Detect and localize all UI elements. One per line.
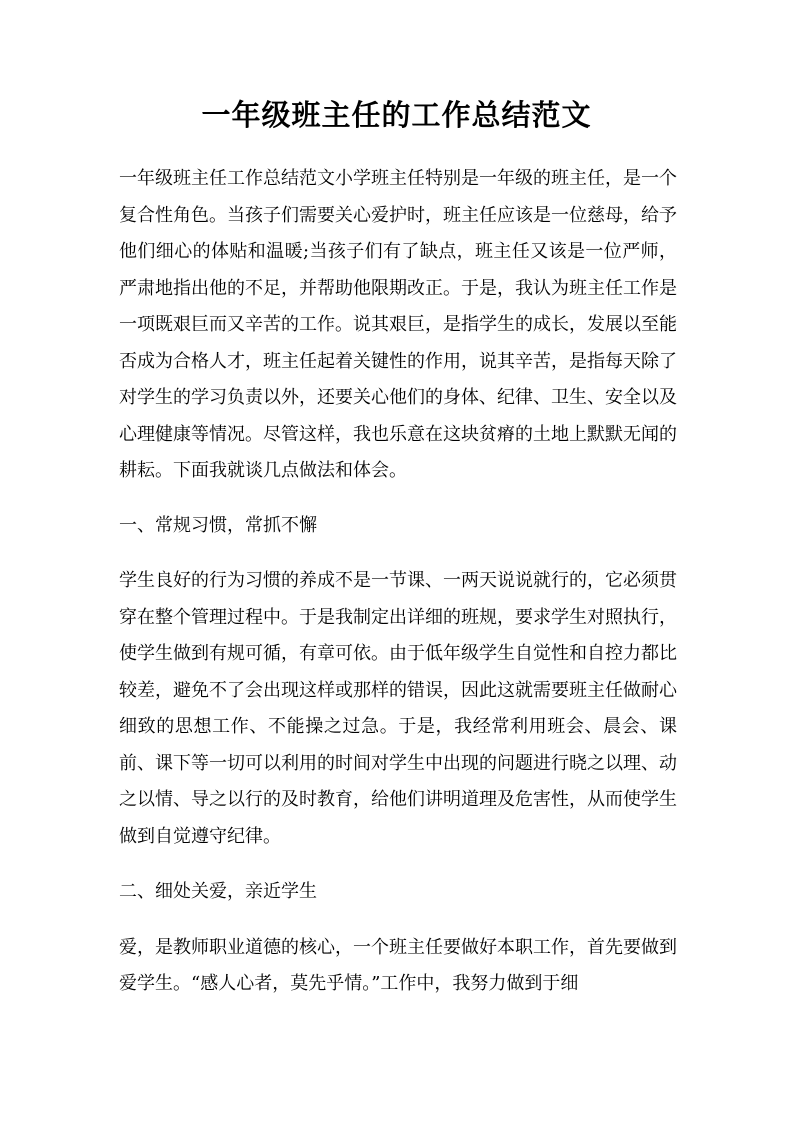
intro-paragraph: 一年级班主任工作总结范文小学班主任特别是一年级的班主任，是一个复合性角色。当孩子们需要关心爱护时，班主任应该是一位慈母，给予他们细心的体贴和温暖;当孩子们有了缺点，班主任又该是一位严师，严肃地指出他的不足，并帮助他限期改正。于是，我认为班主任工作是一项既艰巨而又辛苦的工作。说其艰巨，是指学生的成长，发展以至能否成为合格人才，班主任起着关键性的作用，说其辛苦，是指每天除了对学生的学习负责以外，还要关心他们的身体、纪律、卫生、安全以及心理健康等情况。尽管这样，我也乐意在这块贫瘠的土地上默默无闻的耕耘。下面我就谈几点做法和体会。	[119, 168, 677, 481]
document-body	[119, 161, 677, 1003]
section-heading-1: 一、常规习惯，常抓不懈	[119, 514, 317, 536]
section-2-paragraph: 爱，是教师职业道德的核心，一个班主任要做好本职工作，首先要做到爱学生。“感人心者，莫先乎情。”工作中，我努力做到于细	[119, 936, 677, 994]
section-1-paragraph: 学生良好的行为习惯的养成不是一节课、一两天说说就行的，它必须贯穿在整个管理过程中。于是我制定出详细的班规，要求学生对照执行，使学生做到有规可循，有章可依。由于低年级学生自觉性和自控力都比较差，避免不了会出现这样或那样的错误，因此这就需要班主任做耐心细致的思想工作、不能操之过急。于是，我经常利用班会、晨会、课前、课下等一切可以利用的时间对学生中出现的问题进行晓之以理、动之以情、导之以行的及时教育，给他们讲明道理及危害性，从而使学生做到自觉遵守纪律。	[119, 570, 677, 847]
document-title: 一年级班主任的工作总结范文	[201, 98, 592, 132]
section-heading-2: 二、细处关爱，亲近学生	[119, 881, 317, 902]
